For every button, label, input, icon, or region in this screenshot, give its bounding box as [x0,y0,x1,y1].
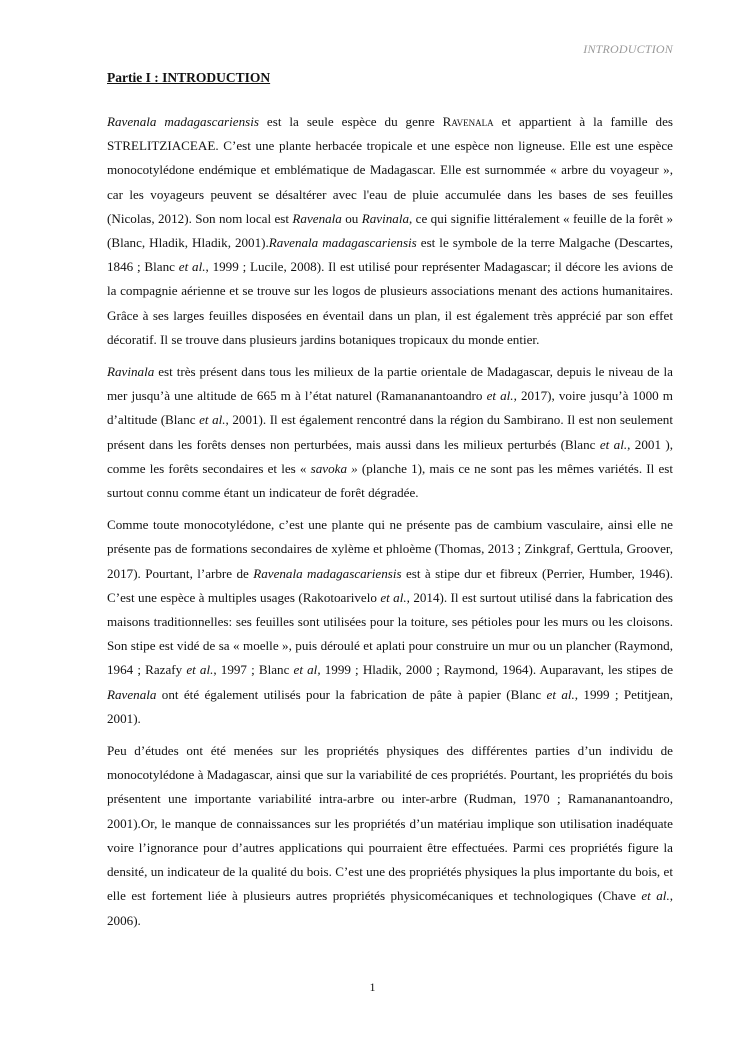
p2-savoka: savoka » [310,460,358,476]
p2-text: 2001). Il est également rencontré dans la région du Sambirano. Il est non seulement présent dans les forêts denses non perturbées, mais aussi dans les milieux perturbés (Blanc [107,412,673,452]
p2-et-al: et al. [599,436,628,452]
page-body [107,68,673,941]
p2-text: , 2001 ), comme les forêts secondaires et les « [107,436,674,476]
p1-local-name: Ravinala [361,210,410,226]
p4-text: , 2006). [107,888,673,928]
p3-text: Comme toute monocotylédone, c’est une plante qui ne présente pas de cambium vasculaire, ainsi elle ne présente pas de formations secondaires de xylème et phloème (Thomas, 2013 ; Zinkgraf, Gerttula, Groover, 2017). Pourtant, l’arbre de [107,517,673,581]
p3-et-al: et al. [546,686,575,702]
paragraph-2 [107,360,673,505]
p1-genus-name: Ravenala [442,114,494,129]
p3-species-name: Ravenala madagascariensis [253,565,402,581]
p4-text: Peu d’études ont été menées sur les propriétés physiques des différentes parties d’un individu de monocotylédone à Madagascar, ainsi que sur la variabilité de ces propriétés. Pourtant, les propriétés du bois présentent une importante variabilité intra-arbre ou inter-arbre (Rudman, 1970 ; Ramananantoandro, 2001).Or, le manque de connaissances sur les propriétés d’un matériau implique son utilisation inadéquate voire l’ignorance pour d’autres applications qui pourraient être effectuées. Parmi ces propriétés figure la densité, un indicateur de la qualité du bois. C’est une des propriétés physiques la plus importante du bois, et elle est fortement liée à plusieurs autres propriétés physicomécaniques et technologiques (Chave [107,743,673,904]
p2-text: est très présent dans tous les milieux de la partie orientale de Madagascar, depuis le niveau de la mer jusqu’à une altitude de 665 m à l’état naturel (Ramananantoandro [107,364,673,404]
p1-text: , ce qui signifie littéralement « feuille de la forêt » (Blanc, Hladik, Hladik, 2001). [107,210,673,251]
p1-text: est le symbole de la terre Malgache (Descartes, 1846 ; Blanc [107,235,673,275]
p2-text: (planche 1), mais ce ne sont pas les mêmes variétés. Il est surtout connu comme étant un indicateur de forêt dégradée. [107,460,673,501]
p1-text: ou [341,210,362,226]
p3-text: , 1997 ; Blanc [213,662,294,678]
p3-et-al: et al, [293,662,321,678]
paragraph-3 [107,513,673,731]
p3-text: , 1999 ; Petitjean, 2001). [107,686,673,726]
p1-text: , 1999 ; Lucile, 2008). Il est utilisé pour représenter Madagascar; il décore les avions de la compagnie aérienne et se trouve sur les logos de plusieurs associations menant des actions humanitaires. Grâce à ses larges feuilles disposées en éventail dans un plan, il est également très apprécié par son effet décoratif. Il se trouve dans plusieurs jardins botaniques tropicaux du monde entier. [107,259,674,347]
p2-text: 2017), voire jusqu’à 1000 m d’altitude (Blanc [107,388,673,428]
page-number: 1 [369,980,376,994]
p1-text: et appartient à la famille des STRELITZIACEAE. C’est une plante herbacée tropicale et une espèce non ligneuse. Elle est une espèce monocotylédone endémique et emblématique de Madagascar. Elle est surnommée « arbre du voyageur », car les voyageurs peuvent se désaltérer avec l'eau de pluie accumulée dans les bases de ses feuilles (Nicolas, 2012). Son nom local est [107,114,673,226]
p1-text: est la seule espèce du genre [258,114,443,129]
p2-local-name: Ravinala [107,364,155,380]
paragraph-4 [107,739,673,933]
p1-local-name: Ravenala [292,210,342,226]
p4-et-al: et al. [641,888,670,904]
p3-text: 1999 ; Hladik, 2000 ; Raymond, 1964). Auparavant, les stipes de [320,662,674,678]
p1-et-al: et al. [178,259,206,275]
p1-species-name: Ravenala madagascariensis [268,235,417,251]
p3-text: est à stipe dur et fibreux (Perrier, Humber, 1946). C’est une espèce à multiples usages (Rakotoarivelo [107,565,673,605]
p2-et-al: et al., [199,412,229,428]
p3-text: 2014). Il est surtout utilisé dans la fabrication des maisons traditionnelles: ses feuilles sont utilisées pour la toiture, ses pétioles pour les murs ou les cloisons. Son stipe est vidé de sa « moelle », puis déroulé et aplati pour construire un mur ou un plancher (Raymond, 1964 ; Razafy [107,589,673,678]
running-header: INTRODUCTION [583,42,673,56]
section-title: Partie I : INTRODUCTION [107,70,271,85]
p1-species-name: Ravenala madagascariensis [107,114,259,129]
p2-et-al: et al., [486,388,517,404]
p3-et-al: et al., [380,589,410,605]
p3-text: ont été également utilisés pour la fabrication de pâte à papier (Blanc [156,686,547,702]
p3-genus-name: Ravenala [107,686,157,702]
paragraph-1 [107,110,673,352]
p3-et-al: et al. [186,662,214,678]
